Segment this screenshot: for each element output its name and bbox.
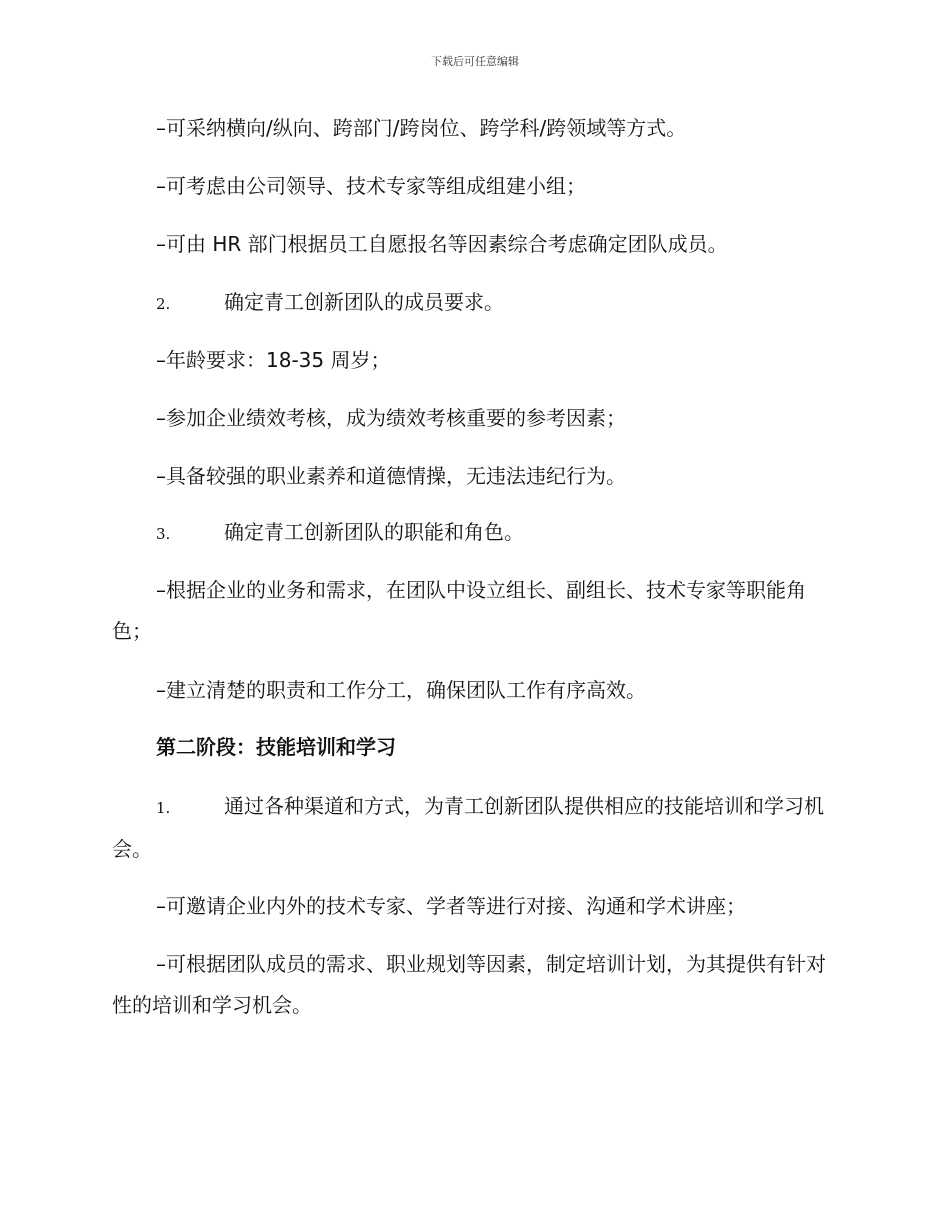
list-item-text: 通过各种渠道和方式，为青工创新团队提供相应的技能培训和学习机会。 (112, 794, 824, 861)
list-number: 2. (156, 295, 171, 313)
paragraph-team-formation-methods: –可采纳横向/纵向、跨部门/跨岗位、跨学科/跨领域等方式。 (156, 116, 687, 140)
paragraph-leadership-group: –可考虑由公司领导、技术专家等组成组建小组； (156, 174, 586, 198)
list-item-1 (112, 786, 832, 870)
paragraph-professional-ethics: –具备较强的职业素养和道德情操，无违法违纪行为。 (156, 464, 626, 488)
paragraph-training-plan: –可根据团队成员的需求、职业规划等因素，制定培训计划，为其提供有针对性的培训和学习机会。 (112, 952, 826, 1017)
list-item-text: 确定青工创新团队的成员要求。 (224, 290, 504, 314)
section-heading-stage-2: 第二阶段：技能培训和学习 (156, 735, 396, 759)
paragraph-age-requirement: –年龄要求：18-35 周岁； (156, 348, 391, 372)
paragraph-hr-selection: –可由 HR 部门根据员工自愿报名等因素综合考虑确定团队成员。 (156, 232, 728, 256)
paragraph-expert-lectures: –可邀请企业内外的技术专家、学者等进行对接、沟通和学术讲座； (156, 894, 746, 918)
paragraph-responsibilities: –建立清楚的职责和工作分工，确保团队工作有序高效。 (156, 678, 646, 702)
page-header: 下载后可任意编辑 (431, 55, 519, 68)
paragraph-team-roles: –根据企业的业务和需求，在团队中设立组长、副组长、技术专家等职能角色； (112, 578, 806, 643)
list-item-2 (156, 282, 828, 325)
list-number: 3. (156, 525, 171, 543)
list-item-text: 确定青工创新团队的职能和角色。 (224, 520, 524, 544)
list-number: 1. (156, 799, 171, 817)
list-item-3 (156, 512, 828, 555)
paragraph-performance-review: –参加企业绩效考核，成为绩效考核重要的参考因素； (156, 406, 626, 430)
